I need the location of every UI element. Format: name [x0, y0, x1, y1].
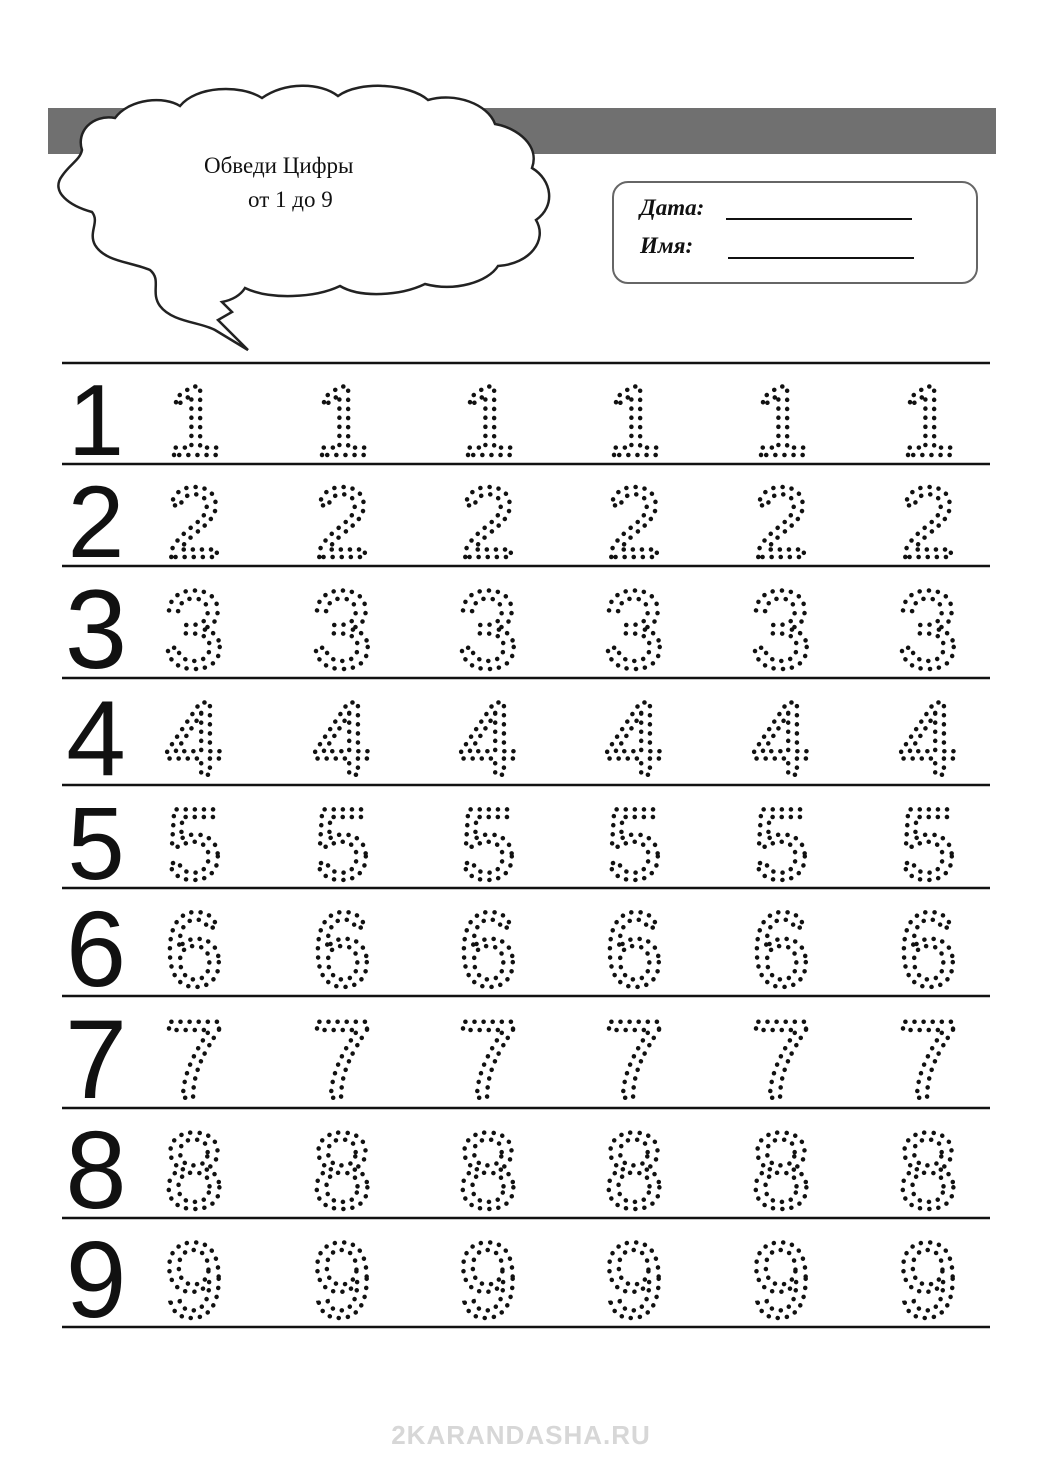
- dotted-tracing-digit[interactable]: 1: [166, 365, 222, 476]
- solid-digit: 2: [67, 465, 125, 579]
- dotted-tracing-digit[interactable]: 4: [164, 681, 224, 798]
- dotted-tracing-digit[interactable]: 7: [603, 999, 665, 1122]
- dotted-tracing-digit[interactable]: 3: [457, 569, 519, 692]
- dotted-tracing-digit[interactable]: 3: [163, 569, 225, 692]
- worksheet-subtitle: от 1 до 9: [248, 187, 333, 212]
- dotted-tracing-digit[interactable]: 8: [603, 1110, 665, 1231]
- solid-digit: 8: [65, 1109, 127, 1232]
- solid-digit: 9: [65, 1219, 127, 1341]
- dotted-tracing-digit[interactable]: 4: [751, 681, 811, 798]
- dotted-tracing-digit[interactable]: 9: [458, 1220, 518, 1340]
- solid-digit: 4: [66, 678, 126, 798]
- solid-digit: 3: [64, 567, 128, 692]
- solid-digit: 1: [67, 365, 125, 477]
- worksheet-title: Обведи Цифры: [204, 153, 354, 178]
- dotted-tracing-digit[interactable]: 3: [750, 569, 812, 692]
- date-label: Дата:: [640, 195, 705, 220]
- dotted-tracing-digit[interactable]: 9: [751, 1220, 811, 1340]
- dotted-tracing-digit[interactable]: 8: [311, 1110, 373, 1231]
- solid-digit: 5: [67, 786, 125, 901]
- dotted-tracing-digit[interactable]: 9: [164, 1220, 224, 1340]
- dotted-tracing-digit[interactable]: 2: [166, 467, 222, 579]
- dotted-tracing-digit[interactable]: 4: [312, 681, 372, 798]
- dotted-tracing-digit[interactable]: 6: [751, 891, 811, 1009]
- dotted-tracing-digit[interactable]: 4: [604, 681, 664, 798]
- dotted-tracing-digit[interactable]: 7: [163, 999, 225, 1122]
- dotted-tracing-digit[interactable]: 7: [897, 999, 959, 1122]
- dotted-tracing-digit[interactable]: 4: [898, 681, 958, 798]
- dotted-tracing-digit[interactable]: 3: [897, 569, 959, 692]
- dotted-tracing-digit[interactable]: 8: [897, 1110, 959, 1231]
- dotted-tracing-digit[interactable]: 5: [459, 789, 517, 901]
- dotted-tracing-digit[interactable]: 2: [460, 467, 516, 579]
- dotted-tracing-digit[interactable]: 5: [899, 789, 957, 901]
- solid-digit: 6: [65, 888, 127, 1009]
- dotted-tracing-digit[interactable]: 4: [458, 681, 518, 798]
- dotted-tracing-digit[interactable]: 2: [900, 467, 956, 579]
- dotted-tracing-digit[interactable]: 7: [750, 999, 812, 1122]
- dotted-tracing-digit[interactable]: 1: [900, 365, 956, 476]
- dotted-tracing-digit[interactable]: 1: [606, 365, 662, 476]
- dotted-tracing-digit[interactable]: 3: [603, 569, 665, 692]
- dotted-tracing-digit[interactable]: 8: [163, 1110, 225, 1231]
- dotted-tracing-digit[interactable]: 9: [312, 1220, 372, 1340]
- dotted-tracing-digit[interactable]: 9: [898, 1220, 958, 1340]
- dotted-tracing-digit[interactable]: 6: [164, 891, 224, 1009]
- dotted-tracing-digit[interactable]: 5: [605, 789, 663, 901]
- dotted-tracing-digit[interactable]: 1: [753, 365, 809, 476]
- dotted-tracing-digit[interactable]: 6: [604, 891, 664, 1009]
- dotted-tracing-digit[interactable]: 7: [457, 999, 519, 1122]
- dotted-tracing-digit[interactable]: 6: [458, 891, 518, 1009]
- dotted-tracing-digit[interactable]: 8: [457, 1110, 519, 1231]
- dotted-tracing-digit[interactable]: 8: [750, 1110, 812, 1231]
- dotted-tracing-digit[interactable]: 2: [606, 467, 662, 579]
- solid-digit: 7: [64, 997, 128, 1122]
- dotted-tracing-digit[interactable]: 2: [753, 467, 809, 579]
- dotted-tracing-digit[interactable]: 7: [311, 999, 373, 1122]
- dotted-tracing-digit[interactable]: 3: [311, 569, 373, 692]
- dotted-tracing-digit[interactable]: 5: [313, 789, 371, 901]
- dotted-tracing-digit[interactable]: 1: [314, 365, 370, 476]
- dotted-tracing-digit[interactable]: 2: [314, 467, 370, 579]
- dotted-tracing-digit[interactable]: 6: [898, 891, 958, 1009]
- watermark: 2KARANDASHA.RU: [391, 1420, 651, 1450]
- dotted-tracing-digit[interactable]: 1: [460, 365, 516, 476]
- dotted-tracing-digit[interactable]: 6: [312, 891, 372, 1009]
- dotted-tracing-digit[interactable]: 5: [752, 789, 810, 901]
- dotted-tracing-digit[interactable]: 5: [165, 789, 223, 901]
- name-label: Имя:: [640, 233, 694, 258]
- dotted-tracing-digit[interactable]: 9: [604, 1220, 664, 1340]
